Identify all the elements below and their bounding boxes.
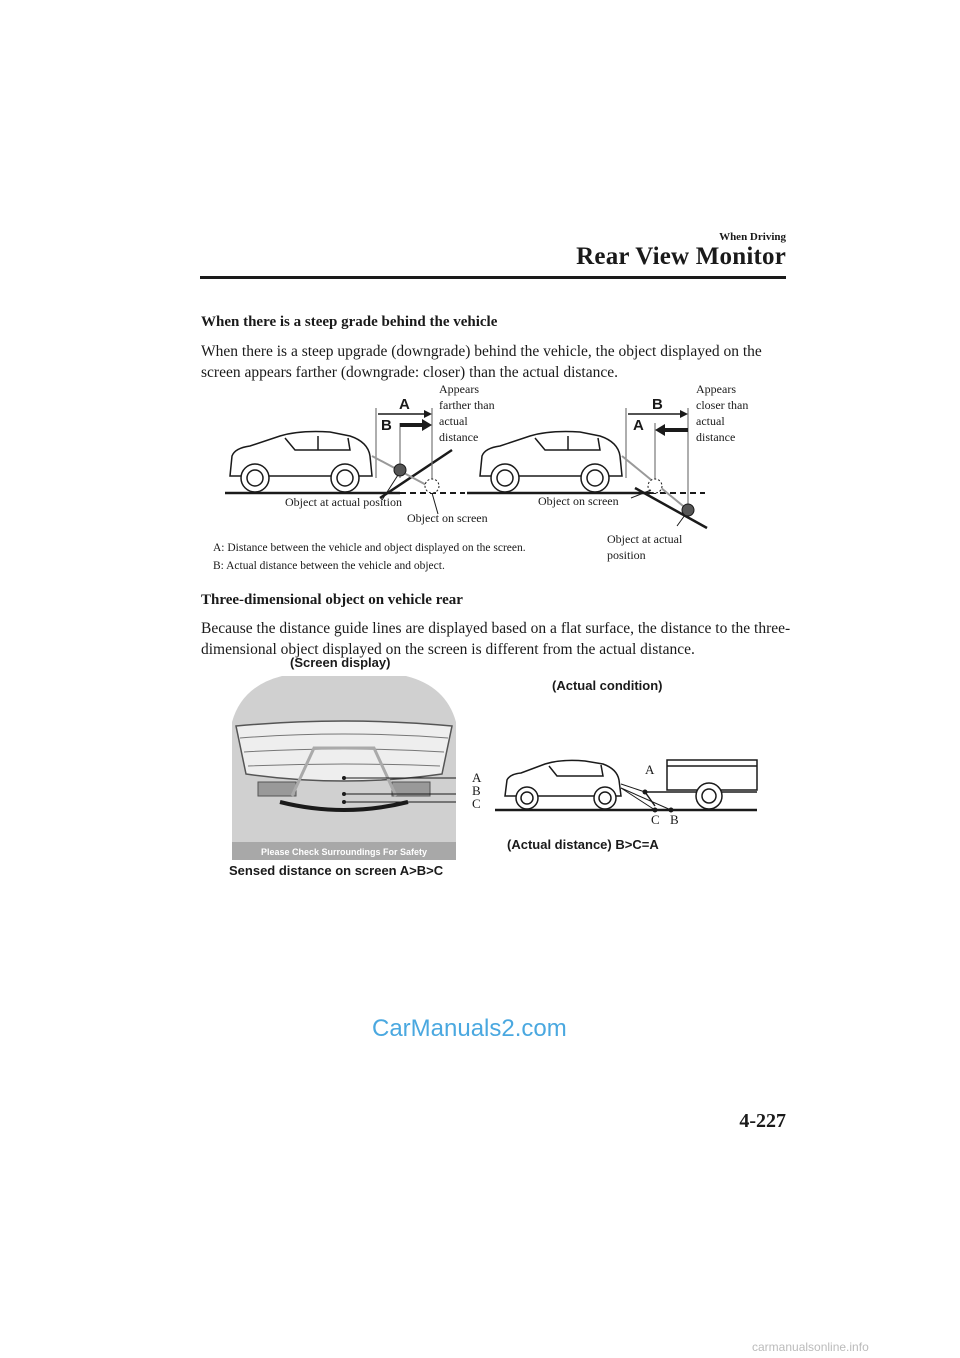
section1-heading: When there is a steep grade behind the vehicle <box>201 314 498 330</box>
actual-label-b: B <box>670 812 679 827</box>
car-icon <box>480 432 622 493</box>
screen-banner: Please Check Surroundings For Safety <box>260 847 428 857</box>
watermark-footer: carmanualsonline.info <box>752 1340 869 1354</box>
screen-labels: A B C <box>472 770 482 811</box>
car-icon <box>505 760 621 809</box>
steep-downgrade-diagram <box>455 378 715 538</box>
letter-a: A <box>399 396 410 413</box>
letter-b: B <box>652 396 663 413</box>
section1-body: When there is a steep upgrade (downgrade) behind the vehicle, the object displayed on the screen appears farther (downgrade: closer) than the actual distance. <box>201 343 762 381</box>
object-actual-label: Object at actual position <box>285 495 402 509</box>
sensed-distance-caption: Sensed distance on screen A>B>C <box>229 863 444 878</box>
section2-body: Because the distance guide lines are displayed based on a flat surface, the distance to the three-dimensional object displayed on the screen is different from the actual distance. <box>201 620 791 658</box>
screen-display-caption: (Screen display) <box>290 655 391 670</box>
object-screen-label-right: Object on screen <box>538 494 619 508</box>
trailer-icon <box>645 760 757 809</box>
header-rule <box>200 276 786 279</box>
screen-display-figure <box>232 676 456 860</box>
page-number: 4-227 <box>739 1110 786 1132</box>
letter-a: A <box>633 417 644 434</box>
actual-distance-caption: (Actual distance) B>C=A <box>507 837 659 852</box>
section2-heading: Three-dimensional object on vehicle rear <box>201 592 463 608</box>
actual-label-c: C <box>651 812 660 827</box>
section-name: When Driving <box>719 231 786 243</box>
actual-condition-caption: (Actual condition) <box>552 678 663 693</box>
page-title: Rear View Monitor <box>576 243 786 270</box>
appears-farther-label: Appears farther than actual distance <box>439 382 495 444</box>
car-icon <box>230 432 372 493</box>
legend-a: A: Distance between the vehicle and object displayed on the screen. <box>213 542 526 554</box>
letter-b: B <box>381 417 392 434</box>
watermark: CarManuals2.com <box>372 1015 567 1042</box>
legend-b: B: Actual distance between the vehicle and object. <box>213 560 445 572</box>
actual-condition-figure <box>495 752 765 834</box>
object-actual-label-right: Object at actual position <box>607 532 683 562</box>
appears-closer-label: Appears closer than actual distance <box>696 382 749 444</box>
actual-label-a: A <box>645 762 655 777</box>
object-screen-label: Object on screen <box>407 511 488 525</box>
